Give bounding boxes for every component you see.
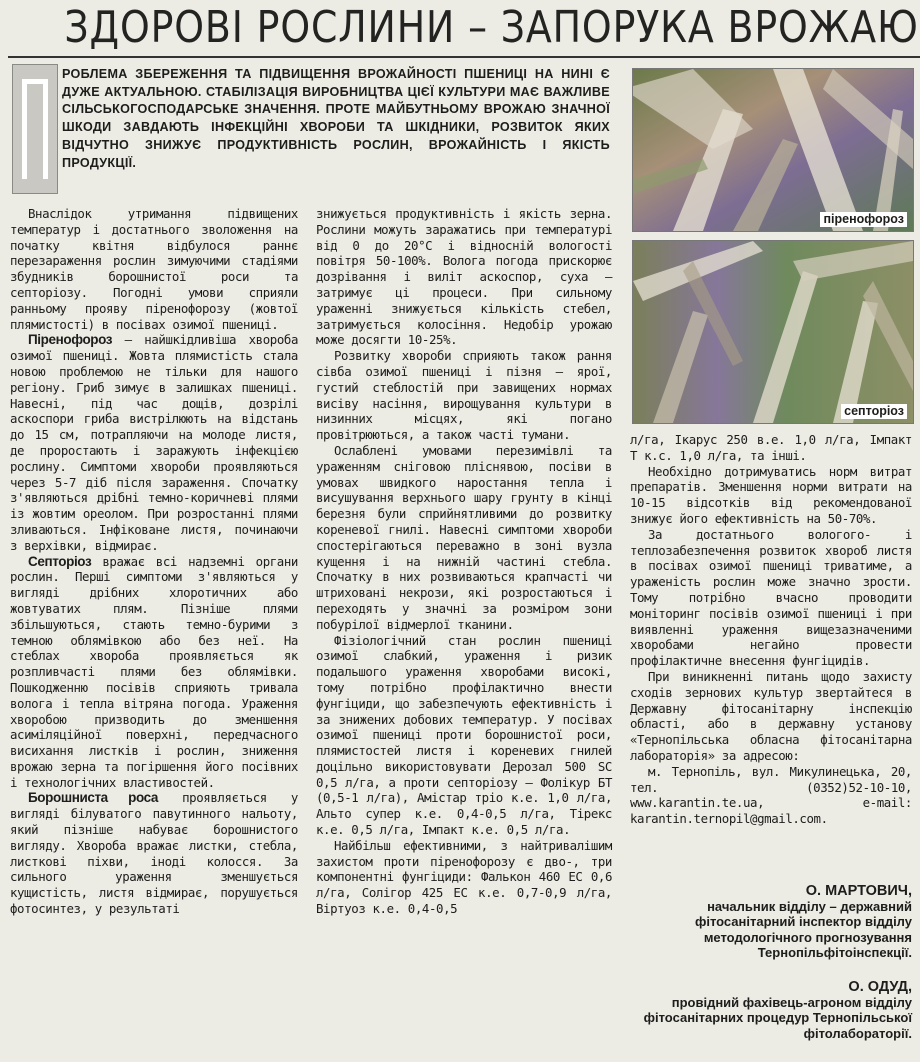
term-powdery-mildew: Борошниста роса	[28, 790, 159, 806]
paragraph: Розвитку хвороби сприяють також рання сівба озимої пшениці і пізня – ярої, густий стеблостій при завищених нормах висіву насіння, вирощування культури в низинних місцях, які погано провітрюються, а також часті тумани.	[316, 348, 612, 443]
signature-2	[620, 980, 912, 1041]
term-pyrenophorosis: Піренофороз	[28, 332, 113, 348]
paragraph: Фізіологічний стан рослин пшениці озимої слабкий, ураження і ризик подальшого ураження хворобами високі, тому потрібно профілактично внести фунгіциди, що забезпечують ефективність і за знижених добових температур. У посівах озимої пшениці проти борошнистої роси, плямистостей листя і кореневих гнилей доцільно використовувати Дерозал 500 SC 0,5 л/га, а проти септоріозу – Фолікур БТ (0,5-1 л/га), Амістар тріо к.е. 1,0 л/га, Альто супер к.е. 0,4-0,5 л/га, Тірекс к.е. 0,5 л/га, Імпакт к.е. 0,5 л/га.	[316, 632, 612, 838]
paragraph: Септоріоз вражає всі надземні органи рослин. Перші симптоми з'являються у вигляді дрібних хлоротичних або жовтуватих плям. Пізніше плями збільшуються, стають темно-бурими з темною облямівкою або без неї. На стеблах хвороба проявляється як розпливчасті плями без облямівки. Пошкодженню посівів сприяють тривала волога і тепла вітряна погода. Ураження хворобою призводить до зменшення асиміляційної поверхні, передчасного висихання листків і рослин, зниження врожаю зерна та погіршення його посівних і технологічних властивостей.	[10, 553, 298, 790]
author-name: О. ОДУД,	[848, 979, 912, 995]
title-rule	[8, 56, 920, 58]
paragraph: Внаслідок утримання підвищених температур і достатнього зволоження на початку квітня відбулося раннє перезараження рослин зимуючими стадіями збудників борошнистої роси та септоріозу. Погодні умови сприяли ранньому прояву піренофорозу (жовтої плямистості) в посівах озимої пшениці.	[10, 206, 298, 332]
paragraph: Необхідно дотримуватись норм витрат препаратів. Зменшення норми витрати на 10-15 відсотків від рекомендованої знижує його ефективність на 50-70%.	[630, 463, 912, 526]
paragraph: Ослаблені умовами перезимівлі та ураженням сніговою пліснявою, посіви в умовах швидкого наростання тепла і висушування верхнього шару грунту в кінці березня були сприйнятливими до розвитку кореневої гнилі. Навесні симптоми хвороби спостерігаються переважно в зоні вузла кущення і на нижній частині стебла. Спочатку в них розвиваються крапчасті чи штриховані некрози, які розростаються і переходять у значні за розміром зони побурілої відмерлої тканини.	[316, 442, 612, 632]
photo-pyrenophorosis	[632, 68, 914, 232]
signature-1	[620, 884, 912, 960]
author-position: провідний фахівець-агроном відділу фітосанітарних процедур Тернопільської фітолабораторії.	[643, 995, 912, 1041]
author-position: начальник відділу – державний фітосанітарний інспектор відділу методологічного прогнозування Тернопільфітоінспекції.	[694, 899, 912, 960]
photo-caption-bottom: септоріоз	[841, 404, 907, 419]
paragraph: знижується продуктивність і якість зерна. Рослини можуть заражатись при температурі від 0 до 20°С і відносній вологості повітря 50-100%. Волога погода прискорює дозрівання і виліт аскоспор, суха – затримує ці процеси. При сильному ураженні знижується кількість стебел, затримується колосіння. Недобір урожаю може досягти 10-25%.	[316, 206, 612, 348]
lead-paragraph: РОБЛЕМА ЗБЕРЕЖЕННЯ ТА ПІДВИЩЕННЯ ВРОЖАЙНОСТІ ПШЕНИЦІ НА НИНІ Є ДУЖЕ АКТУАЛЬНОЮ. СТАБІЛІЗАЦІЯ ВИРОБНИЦТВА ЦІЄЇ КУЛЬТУРИ МАЄ ВАЖЛИВЕ СІЛЬСЬКОГОСПОДАРСЬКЕ ЗНАЧЕННЯ. ПРОТЕ МАЙБУТНЬОМУ ВРОЖАЮ ЗНАЧНОЇ ШКОДИ ЗАВДАЮТЬ ІНФЕКЦІЙНІ ХВОРОБИ ТА ШКІДНИКИ, РОЗВИТОК ЯКИХ ВІДЧУТНО ЗНИЖУЄ ПРОДУКТИВНІСТЬ РОСЛИН, ВРОЖАЙНІСТЬ І ЯКІСТЬ ПРОДУКЦІЇ.	[62, 67, 610, 170]
paragraph: Піренофороз – найшкідливіша хвороба озимої пшениці. Жовта плямистість стала новою проблемою не тільки для нашого регіону. Гриб зимує в залишках пшениці. Навесні, під час дощів, дозрілі аскоспори гриба вистрілюють на відстань до 15 см, потрапляючи на молоде листя, де проростають і заражують інфекцією рослину. Симптоми хвороби проявляються через 5-7 діб після зараження. Спочатку з'являються дрібні темно-коричневі плями із жовтим ореолом. При розростанні плями зливаються. Інфіковане листя, починаючи з верхівки, відмирає.	[10, 332, 298, 553]
wheat-leaf-image	[633, 241, 913, 423]
author-name: О. МАРТОВИЧ,	[805, 883, 912, 899]
article-title: ЗДОРОВІ РОСЛИНИ – ЗАПОРУКА ВРОЖАЮ	[64, 2, 919, 53]
text-column-2	[316, 206, 612, 917]
wheat-leaf-image	[633, 69, 913, 231]
paragraph: При виникненні питань щодо захисту сходів зернових культур звертайтеся в Державну фітосанітарну інспекцію області, або в державну установу «Тернопільська обласна фітосанітарна лабораторія» за адресою:	[630, 668, 912, 763]
paragraph: За достатнього вологого- і теплозабезпечення розвиток хвороб листя в посівах озимої пшениці триватиме, а ураженість рослин може значно зрости. Тому потрібно вчасно проводити моніторинг посівів озимої пшениці і при виявленні ураження вищезазначеними хворобами негайно провести профілактичне внесення фунгіцидів.	[630, 526, 912, 669]
text-column-3	[630, 432, 912, 827]
paragraph: Найбільш ефективними, з найтривалішим захистом проти піренофорозу є дво-, три компонентні фунгіциди: Фалькон 460 ЕС 0,6 л/га, Солігор 425 ЕС к.е. 0,7-0,9 л/га, Віртуоз к.е. 0,4-0,5	[316, 837, 612, 917]
paragraph: л/га, Ікарус 250 в.е. 1,0 л/га, Імпакт Т к.с. 1,0 л/га, та інші.	[630, 432, 912, 463]
contact-address: м. Тернопіль, вул. Микулинецька, 20, тел. (0352)52-10-10, www.karantin.te.ua, e-mail: karantin.ternopil@gmail.com.	[630, 763, 912, 827]
photo-caption-top: піренофороз	[820, 212, 907, 227]
drop-cap-letter	[12, 64, 58, 194]
photo-septoriosis	[632, 240, 914, 424]
paragraph: Борошниста роса проявляється у вигляді білуватого павутинного нальоту, який пізніше набуває борошнистого вигляду. Хвороба вражає листки, стебла, листкові піхви, іноді колосся. За сильного ураження зменшується кущистість, листя відмирає, порушується фотосинтез, у результаті	[10, 790, 298, 917]
text-column-1	[10, 206, 298, 917]
term-septoriosis: Септоріоз	[28, 553, 92, 569]
